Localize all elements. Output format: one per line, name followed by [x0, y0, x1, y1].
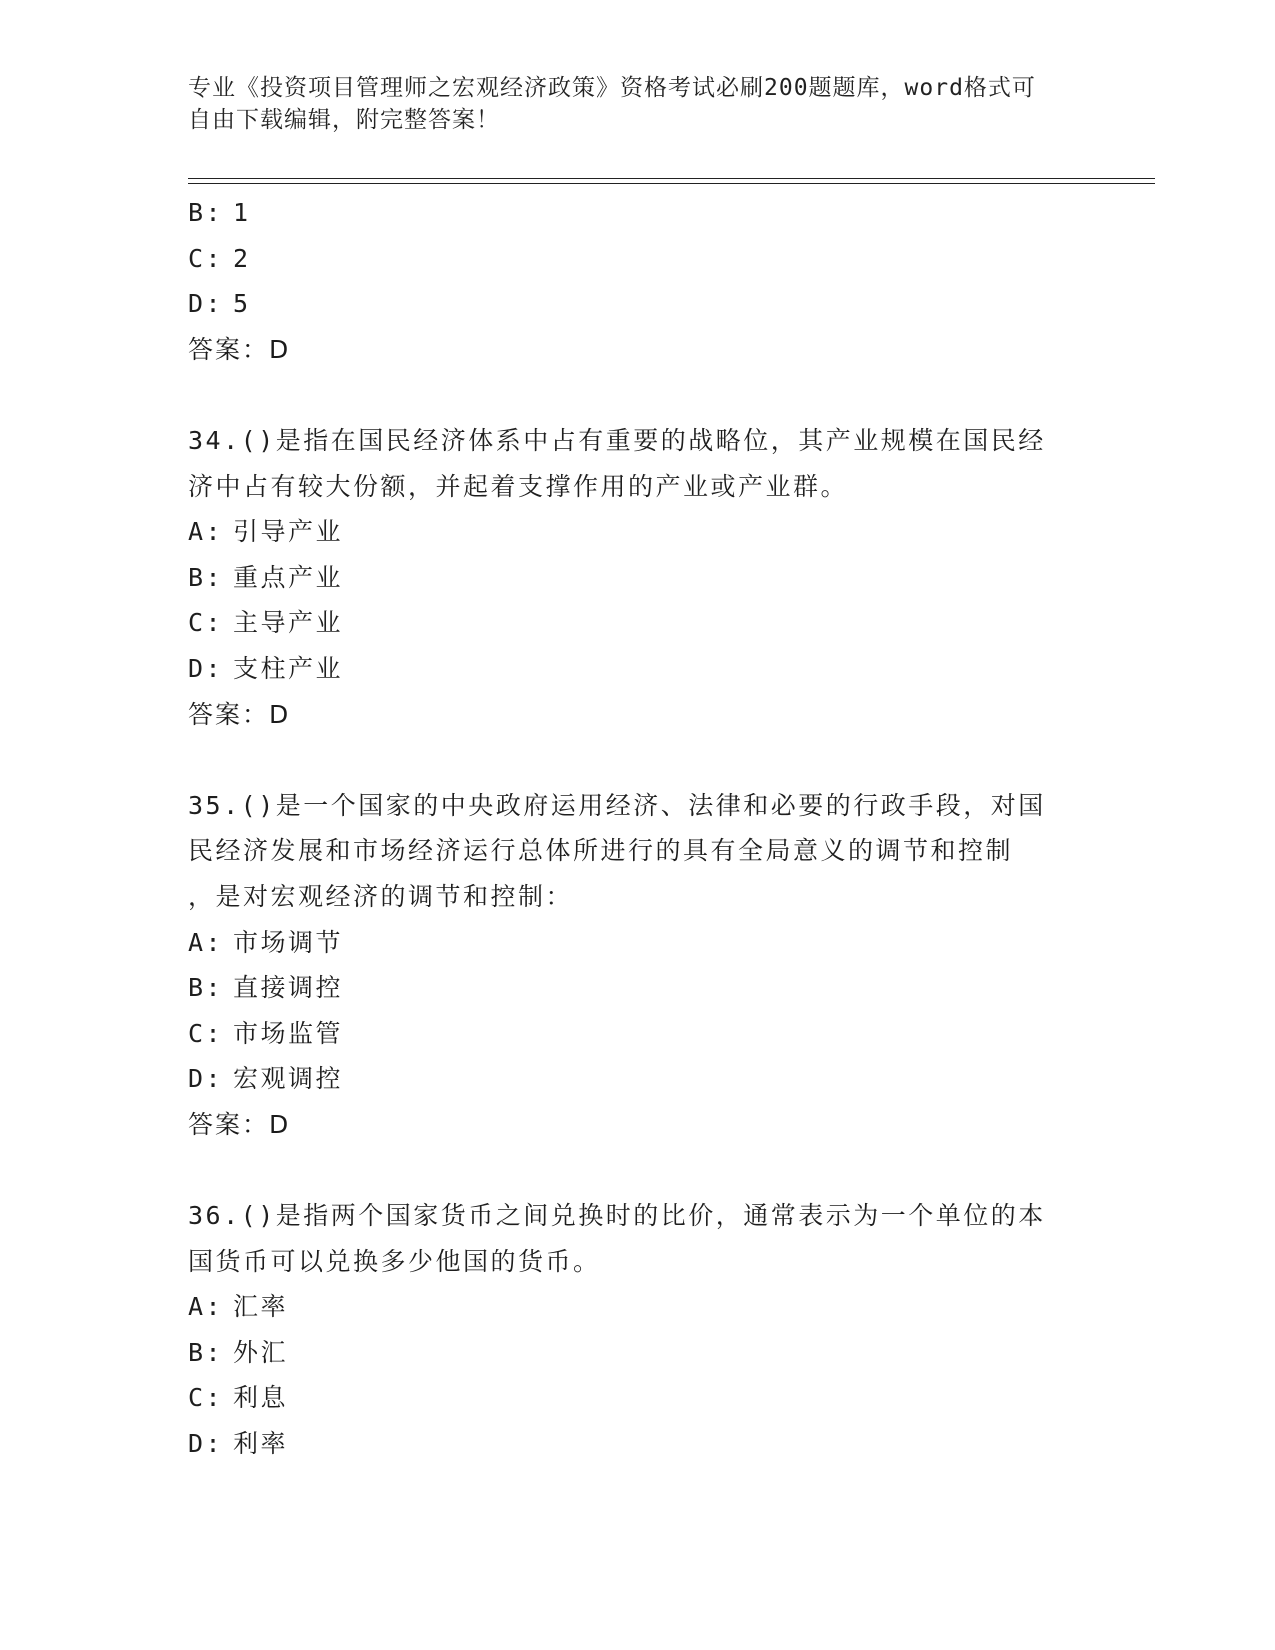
option-key: C: [188, 1018, 224, 1048]
option-b [188, 555, 1088, 601]
question-number: 36. [188, 1201, 241, 1231]
option-key: D: [188, 289, 224, 319]
question-stem-line [188, 783, 1088, 829]
option-key: C: [188, 1383, 224, 1413]
header-title-line-1: 专业《投资项目管理师之宏观经济政策》资格考试必刷200题题库，word格式可 [188, 75, 1036, 101]
question-content [188, 190, 1088, 1467]
option-text: 外汇 [233, 1337, 289, 1367]
option-d [188, 281, 1088, 327]
option-c [188, 1011, 1088, 1057]
option-a [188, 1284, 1088, 1330]
option-text: 1 [233, 198, 251, 227]
question-stem-line: 国货币可以兑换多少他国的货币。 [188, 1246, 601, 1276]
question-stem-line: ，是对宏观经济的调节和控制： [188, 881, 574, 911]
option-b [188, 190, 1088, 236]
option-text: 汇率 [233, 1292, 289, 1322]
option-key: D: [188, 1064, 224, 1094]
option-c [188, 1375, 1088, 1421]
question-stem-line [188, 418, 1088, 464]
option-a [188, 920, 1088, 966]
option-key: D: [188, 1429, 224, 1459]
option-text: 利息 [233, 1383, 289, 1413]
answer-line: 答案：D [188, 334, 291, 364]
option-text: 重点产业 [233, 562, 344, 592]
option-d [188, 646, 1088, 692]
option-text: 引导产业 [233, 517, 344, 547]
option-c [188, 236, 1088, 282]
option-key: D: [188, 653, 224, 683]
question-stem-text: ()是指两个国家货币之间兑换时的比价，通常表示为一个单位的本 [240, 1201, 1046, 1231]
option-text: 市场调节 [233, 927, 344, 957]
option-text: 主导产业 [233, 608, 344, 638]
answer-line: 答案：D [188, 1109, 291, 1139]
question-36 [188, 1193, 1088, 1467]
question-stem-line: 济中占有较大份额，并起着支撑作用的产业或产业群。 [188, 471, 849, 501]
question-number: 34. [188, 425, 241, 455]
question-stem-text: ()是一个国家的中央政府运用经济、法律和必要的行政手段，对国 [240, 790, 1046, 820]
option-key: B: [188, 1337, 224, 1367]
option-key: B: [188, 198, 224, 227]
question-34 [188, 418, 1088, 737]
option-key: B: [188, 562, 224, 592]
option-key: A: [188, 517, 224, 547]
header-title-line-2: 自由下载编辑，附完整答案！ [188, 107, 500, 133]
header-divider [188, 178, 1155, 179]
option-d [188, 1421, 1088, 1467]
option-key: C: [188, 243, 224, 273]
option-c [188, 600, 1088, 646]
option-b [188, 965, 1088, 1011]
answer-line: 答案：D [188, 699, 291, 729]
option-b [188, 1330, 1088, 1376]
option-text: 宏观调控 [233, 1064, 344, 1094]
continued-question [188, 190, 1088, 372]
page-header [188, 72, 1088, 136]
question-stem-text: ()是指在国民经济体系中占有重要的战略位，其产业规模在国民经 [240, 425, 1046, 455]
option-key: A: [188, 1292, 224, 1322]
option-text: 利率 [233, 1429, 289, 1459]
option-key: B: [188, 973, 224, 1003]
option-text: 直接调控 [233, 973, 344, 1003]
option-text: 5 [233, 289, 251, 319]
option-text: 2 [233, 243, 251, 273]
question-stem-line: 民经济发展和市场经济运行总体所进行的具有全局意义的调节和控制 [188, 836, 1014, 866]
option-text: 支柱产业 [233, 653, 344, 683]
option-a [188, 509, 1088, 555]
option-text: 市场监管 [233, 1018, 344, 1048]
option-key: A: [188, 927, 224, 957]
option-d [188, 1056, 1088, 1102]
question-number: 35. [188, 790, 241, 820]
header-divider-secondary [188, 183, 1155, 184]
option-key: C: [188, 608, 224, 638]
question-35 [188, 783, 1088, 1148]
question-stem-line [188, 1193, 1088, 1239]
